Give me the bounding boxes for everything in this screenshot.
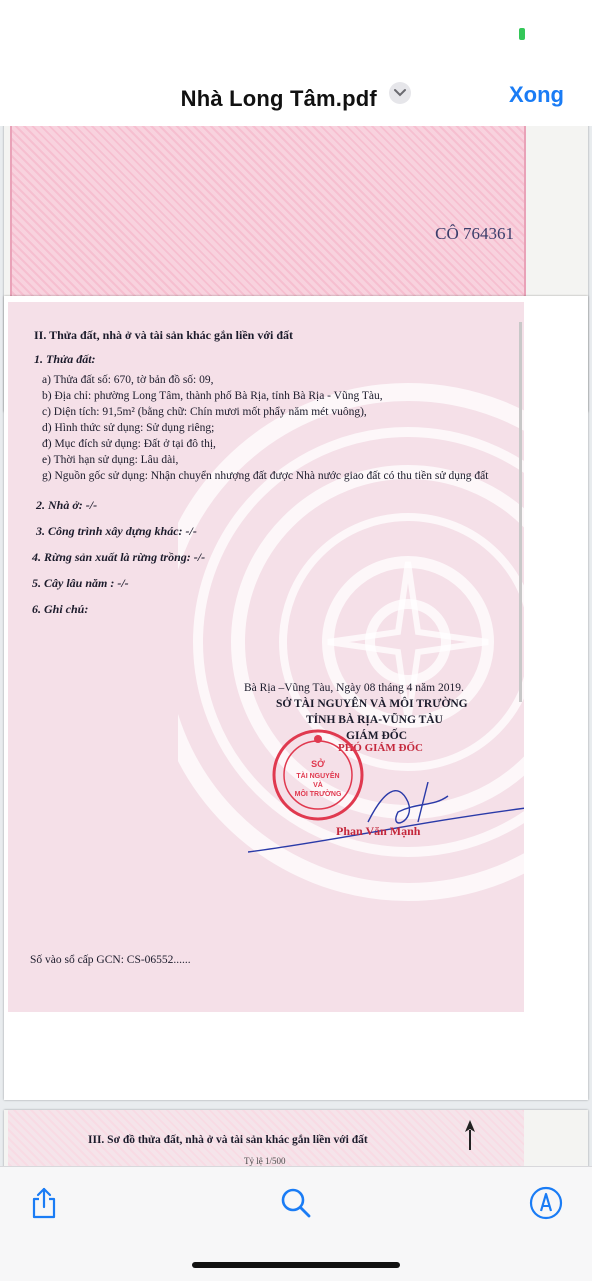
signature <box>248 782 524 862</box>
land-item: a) Thửa đất số: 670, tờ bản đồ số: 09, <box>42 374 214 386</box>
north-arrow-icon <box>464 1120 476 1150</box>
land-item: g) Nguồn gốc sử dụng: Nhận chuyển nhượng đất được Nhà nước giao đất có thu tiền sử dụng đất <box>42 470 489 482</box>
svg-text:MÔI TRƯỜNG: MÔI TRƯỜNG <box>294 791 342 798</box>
land-item: đ) Mục đích sử dụng: Đất ở tại đô thị, <box>42 438 216 450</box>
other-works-line: 3. Công trình xây dựng khác: -/- <box>36 524 197 538</box>
land-heading: 1. Thửa đất: <box>34 352 96 366</box>
date-line: Bà Rịa –Vũng Tàu, Ngày 08 tháng 4 năm 2019. <box>244 682 464 694</box>
markup-icon[interactable] <box>528 1185 564 1221</box>
nav-title-area[interactable] <box>0 82 592 112</box>
battery-indicator <box>519 28 525 40</box>
map-scale: Tỷ lệ 1/500 <box>244 1156 286 1166</box>
status-bar <box>0 0 592 60</box>
pdf-page-current <box>4 296 588 1100</box>
certificate-page-next <box>8 1110 524 1166</box>
search-icon[interactable] <box>278 1185 314 1221</box>
land-item: c) Diện tích: 91,5m² (bằng chữ: Chín mươi mốt phẩy năm mét vuông), <box>42 406 367 418</box>
share-icon[interactable] <box>26 1185 62 1221</box>
province-name: TỈNH BÀ RỊA-VŨNG TÀU <box>306 714 443 726</box>
pdf-page-next <box>4 1110 588 1166</box>
deputy-role: PHÓ GIÁM ĐỐC <box>338 742 423 754</box>
registry-line: Số vào sổ cấp GCN: CS-06552...... <box>30 954 191 966</box>
house-line: 2. Nhà ở: -/- <box>36 498 98 512</box>
svg-text:TÀI NGUYÊN: TÀI NGUYÊN <box>296 773 340 780</box>
signer-name: Phan Văn Mạnh <box>336 824 421 838</box>
certificate-serial: CÔ 764361 <box>435 224 514 243</box>
svg-text:SỞ: SỞ <box>311 759 325 769</box>
land-item: e) Thời hạn sử dụng: Lâu dài, <box>42 454 179 466</box>
document-title[interactable]: Nhà Long Tâm.pdf <box>180 86 377 111</box>
section-heading: II. Thửa đất, nhà ở và tài sản khác gắn liền với đất <box>34 328 294 342</box>
director-role: GIÁM ĐỐC <box>346 730 408 742</box>
agency-name: SỞ TÀI NGUYÊN VÀ MÔI TRƯỜNG <box>276 698 468 710</box>
land-item: b) Địa chỉ: phường Long Tâm, thành phố Bà Rịa, tỉnh Bà Rịa - Vũng Tàu, <box>42 390 383 402</box>
svg-text:VÀ: VÀ <box>313 782 323 789</box>
certificate-page <box>8 302 524 1012</box>
next-page-heading: III. Sơ đồ thửa đất, nhà ở và tài sản khác gắn liền với đất <box>88 1134 368 1146</box>
forest-line: 4. Rừng sản xuất là rừng trồng: -/- <box>32 550 206 564</box>
certificate-text <box>8 302 524 1012</box>
chevron-down-icon[interactable] <box>389 82 411 104</box>
perennial-line: 5. Cây lâu năm : -/- <box>32 576 129 590</box>
land-item: d) Hình thức sử dụng: Sử dụng riêng; <box>42 422 215 434</box>
document-viewer[interactable] <box>0 126 592 1166</box>
notes-line: 6. Ghi chú: <box>32 602 89 616</box>
home-indicator <box>192 1262 400 1268</box>
done-button[interactable]: Xong <box>509 82 564 107</box>
certificate-pattern <box>10 126 526 304</box>
